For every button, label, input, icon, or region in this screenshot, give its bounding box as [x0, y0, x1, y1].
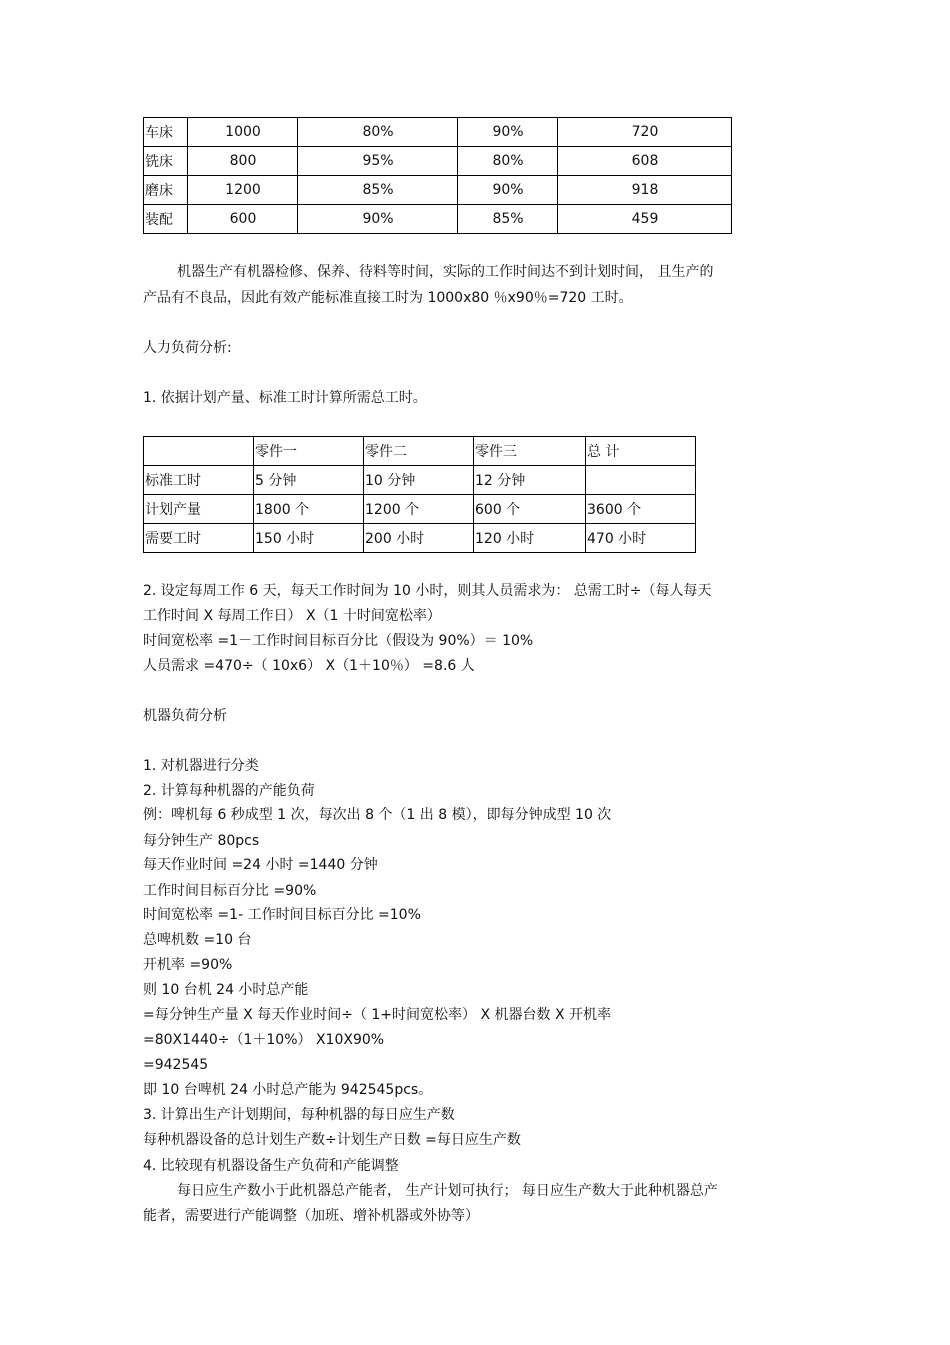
table-row [144, 524, 696, 553]
machine-name-cell: 磨床 [144, 176, 188, 205]
table-header-cell [144, 437, 254, 466]
table-cell [586, 466, 696, 495]
table-cell: 800 [188, 147, 298, 176]
row-label-cell: 标准工时 [144, 466, 254, 495]
machine-load-line: 开机率 =90% [143, 957, 233, 973]
table-cell: 150 小时 [254, 524, 364, 553]
table-row [144, 118, 732, 147]
table-cell: 120 小时 [474, 524, 586, 553]
machine-load-line: 则 10 台机 24 小时总产能 [143, 982, 309, 998]
machine-load-line: 时间宽松率 =1- 工作时间目标百分比 =10% [143, 907, 421, 923]
table-cell: 608 [558, 147, 732, 176]
table-cell: 200 小时 [364, 524, 474, 553]
table-cell: 600 个 [474, 495, 586, 524]
table-cell: 1200 [188, 176, 298, 205]
machine-load-line: 总啤机数 =10 台 [143, 932, 252, 948]
machine-name-cell: 装配 [144, 205, 188, 234]
table-cell: 720 [558, 118, 732, 147]
labor-step-2-line: 人员需求 =470÷（ 10x6） X（1＋10％） =8.6 人 [143, 658, 475, 674]
table-row [144, 176, 732, 205]
table-header-cell: 零件三 [474, 437, 586, 466]
table-cell: 85% [298, 176, 458, 205]
machine-load-line: 即 10 台啤机 24 小时总产能为 942545pcs。 [143, 1082, 433, 1098]
machine-capacity-table [143, 117, 732, 234]
labor-hours-table [143, 436, 696, 553]
table-cell: 1000 [188, 118, 298, 147]
table-row [144, 147, 732, 176]
machine-load-heading: 机器负荷分析 [143, 708, 227, 724]
table-cell: 12 分钟 [474, 466, 586, 495]
machine-name-cell: 车床 [144, 118, 188, 147]
machine-load-line: 4. 比较现有机器设备生产负荷和产能调整 [143, 1158, 399, 1174]
table-cell: 3600 个 [586, 495, 696, 524]
machine-load-line: =80X1440÷（1＋10%） X10X90% [143, 1032, 385, 1048]
table-cell: 10 分钟 [364, 466, 474, 495]
row-label-cell: 计划产量 [144, 495, 254, 524]
final-paragraph-line-1: 每日应生产数小于此机器总产能者， 生产计划可执行； 每日应生产数大于此种机器总产 [177, 1183, 718, 1199]
table-header-cell: 总 计 [586, 437, 696, 466]
row-label-cell: 需要工时 [144, 524, 254, 553]
table-cell: 459 [558, 205, 732, 234]
table-cell: 918 [558, 176, 732, 205]
machine-load-line: 每天作业时间 =24 小时 =1440 分钟 [143, 857, 378, 873]
table-cell: 90% [458, 176, 558, 205]
machine-load-line: 每分钟生产 80pcs [143, 833, 260, 849]
table-cell: 1200 个 [364, 495, 474, 524]
machine-load-line: 每种机器设备的总计划生产数÷计划生产日数 =每日应生产数 [143, 1132, 521, 1148]
table-header-cell: 零件二 [364, 437, 474, 466]
machine-load-line: =942545 [143, 1057, 209, 1073]
table-cell: 90% [458, 118, 558, 147]
table-cell: 80% [298, 118, 458, 147]
machine-load-line: 2. 计算每种机器的产能负荷 [143, 783, 315, 799]
table-cell: 5 分钟 [254, 466, 364, 495]
table-row [144, 205, 732, 234]
table-header-row [144, 437, 696, 466]
machine-load-line: 1. 对机器进行分类 [143, 758, 259, 774]
labor-step-2-line: 时间宽松率 =1－工作时间目标百分比（假设为 90%）＝ 10% [143, 633, 534, 649]
table-cell: 600 [188, 205, 298, 234]
machine-load-line: 3. 计算出生产计划期间，每种机器的每日应生产数 [143, 1107, 455, 1123]
final-paragraph-line-2: 能者，需要进行产能调整（加班、增补机器或外协等） [143, 1208, 479, 1224]
table-cell: 95% [298, 147, 458, 176]
table-row [144, 495, 696, 524]
table-cell: 1800 个 [254, 495, 364, 524]
labor-load-heading: 人力负荷分析: [143, 340, 232, 356]
table-cell: 80% [458, 147, 558, 176]
machine-load-line: =每分钟生产量 X 每天作业时间÷（ 1+时间宽松率） X 机器台数 X 开机率 [143, 1007, 612, 1023]
table-header-cell: 零件一 [254, 437, 364, 466]
table-row [144, 466, 696, 495]
labor-step-1: 1. 依据计划产量、标准工时计算所需总工时。 [143, 390, 427, 406]
table-cell: 470 小时 [586, 524, 696, 553]
machine-load-line: 例：啤机每 6 秒成型 1 次，每次出 8 个（1 出 8 模），即每分钟成型 10 次 [143, 807, 612, 823]
labor-step-2-line: 工作时间 X 每周工作日） X（1 十时间宽松率） [143, 608, 441, 624]
table-cell: 90% [298, 205, 458, 234]
machine-load-line: 工作时间目标百分比 =90% [143, 883, 317, 899]
machine-name-cell: 铣床 [144, 147, 188, 176]
table-cell: 85% [458, 205, 558, 234]
intro-line-1: 机器生产有机器检修、保养、待料等时间，实际的工作时间达不到计划时间， 且生产的 [177, 264, 714, 280]
labor-step-2-line: 2. 设定每周工作 6 天，每天工作时间为 10 小时，则其人员需求为： 总需工时÷（每人每天 [143, 583, 712, 599]
intro-line-2: 产品有不良品，因此有效产能标准直接工时为 1000x80 ％x90％=720 工时。 [143, 290, 633, 306]
